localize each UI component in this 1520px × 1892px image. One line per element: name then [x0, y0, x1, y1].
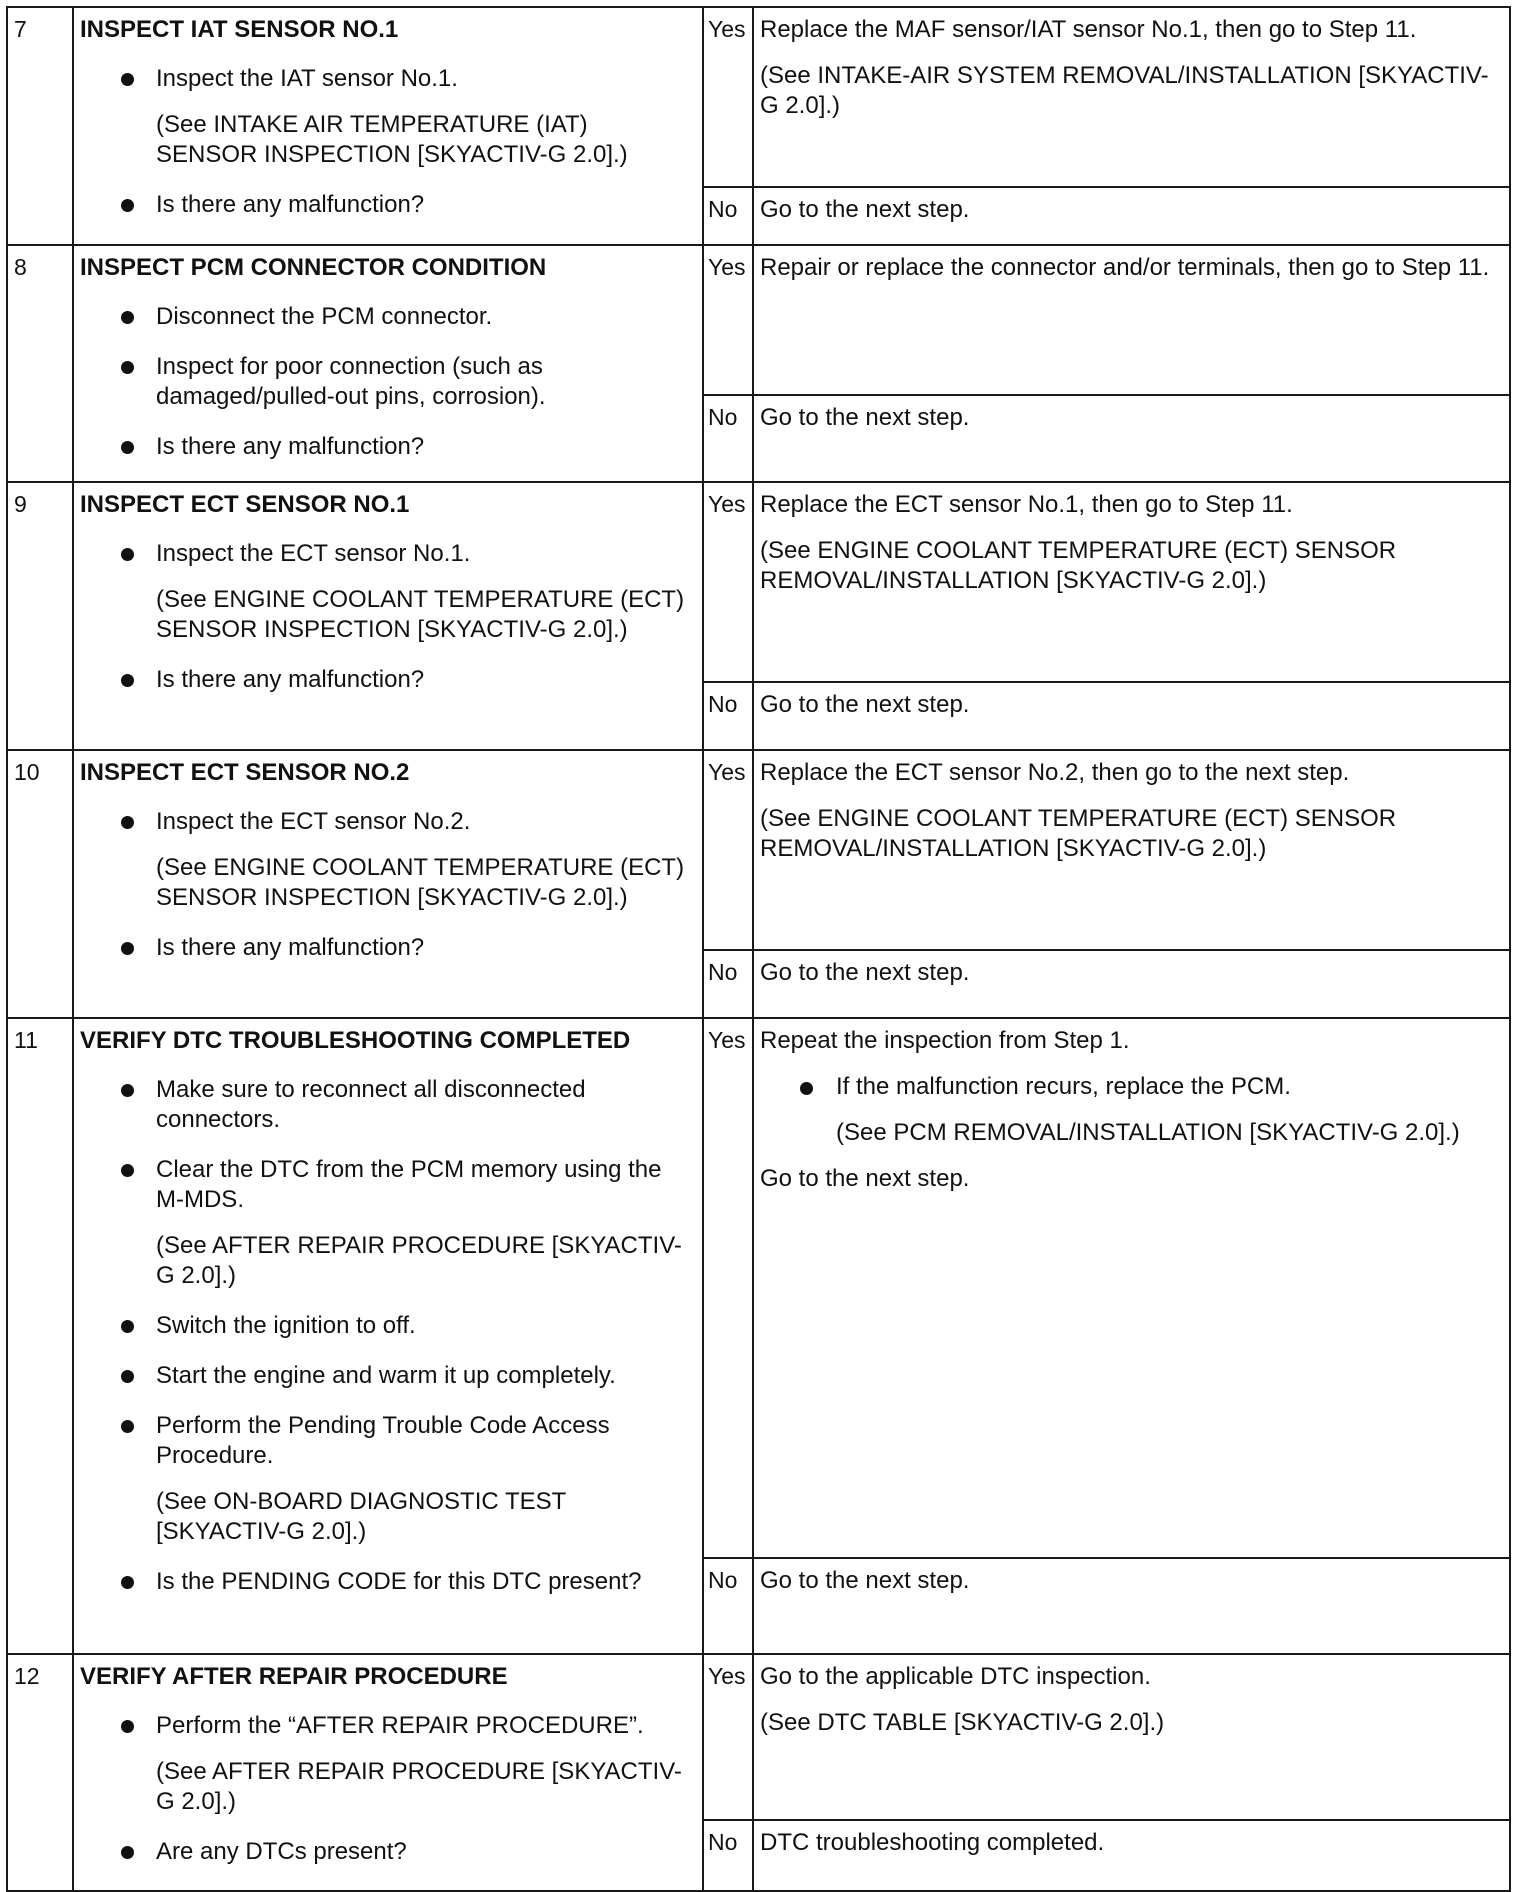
step-title: INSPECT ECT SENSOR NO.1	[80, 491, 410, 518]
step-bullet	[74, 432, 694, 462]
step-bullet	[74, 1711, 694, 1817]
step-bullet-list	[74, 807, 702, 963]
step-title: INSPECT PCM CONNECTOR CONDITION	[80, 254, 547, 281]
no-action	[753, 395, 1510, 482]
step-title: INSPECT IAT SENSOR NO.1	[80, 16, 399, 43]
yes-action-text: Repeat the inspection from Step 1.	[760, 1027, 1130, 1054]
bullet-text: Inspect the ECT sensor No.2.	[156, 808, 471, 835]
yes-action-text: Replace the ECT sensor No.2, then go to the next step.	[760, 759, 1350, 786]
step-row-9	[7, 482, 1510, 682]
yes-action	[753, 1654, 1510, 1820]
yes-sub-reference: (See PCM REMOVAL/INSTALLATION [SKYACTIV-G 2.0].)	[836, 1119, 1460, 1146]
bullet-reference: (See ENGINE COOLANT TEMPERATURE (ECT) SENSOR INSPECTION [SKYACTIV-G 2.0].)	[156, 586, 685, 643]
yes-action	[753, 750, 1510, 950]
step-bullet	[74, 64, 694, 170]
no-action-text: Go to the next step.	[760, 1567, 970, 1594]
yes-action-reference: (See ENGINE COOLANT TEMPERATURE (ECT) SENSOR REMOVAL/INSTALLATION [SKYACTIV-G 2.0].)	[760, 537, 1397, 594]
step-number: 8	[7, 245, 73, 482]
yes-action	[753, 245, 1510, 395]
step-number: 12	[7, 1654, 73, 1891]
step-content	[73, 482, 703, 750]
step-bullet	[74, 1311, 694, 1341]
bullet-icon	[121, 311, 134, 324]
step-number: 9	[7, 482, 73, 750]
bullet-text: Make sure to reconnect all disconnected connectors.	[156, 1076, 586, 1133]
yes-after-text: Go to the next step.	[760, 1165, 970, 1192]
step-bullet	[74, 807, 694, 913]
bullet-text: Is the PENDING CODE for this DTC present?	[156, 1568, 642, 1595]
step-bullet	[74, 1361, 694, 1391]
yes-action-text: Replace the MAF sensor/IAT sensor No.1, then go to Step 11.	[760, 16, 1417, 43]
bullet-text: Inspect for poor connection (such as damaged/pulled-out pins, corrosion).	[156, 353, 546, 410]
bullet-icon	[121, 1370, 134, 1383]
step-bullet	[74, 190, 694, 220]
step-number: 11	[7, 1018, 73, 1654]
yes-label: Yes	[703, 7, 753, 187]
bullet-text: Are any DTCs present?	[156, 1838, 407, 1865]
yes-action-text: Replace the ECT sensor No.1, then go to Step 11.	[760, 491, 1293, 518]
step-bullet	[74, 1075, 694, 1135]
step-row-12	[7, 1654, 1510, 1820]
no-action-text: Go to the next step.	[760, 691, 970, 718]
bullet-reference: (See AFTER REPAIR PROCEDURE [SKYACTIV-G 2.0].)	[156, 1232, 682, 1289]
step-bullet-list	[74, 1711, 702, 1867]
diagnostic-procedure-table	[6, 6, 1511, 1892]
no-action-text: Go to the next step.	[760, 959, 970, 986]
bullet-text: Clear the DTC from the PCM memory using the M-MDS.	[156, 1156, 662, 1213]
bullet-text: Inspect the ECT sensor No.1.	[156, 540, 471, 567]
yes-action	[753, 1018, 1510, 1558]
step-number: 7	[7, 7, 73, 245]
bullet-text: Is there any malfunction?	[156, 191, 425, 218]
yes-label: Yes	[703, 245, 753, 395]
step-bullet-list	[74, 64, 702, 220]
step-title: INSPECT ECT SENSOR NO.2	[80, 759, 410, 786]
step-title: VERIFY DTC TROUBLESHOOTING COMPLETED	[80, 1027, 631, 1054]
no-action	[753, 1558, 1510, 1654]
bullet-icon	[121, 1720, 134, 1733]
step-content	[73, 1654, 703, 1891]
no-action-text: Go to the next step.	[760, 404, 970, 431]
bullet-icon	[121, 361, 134, 374]
step-bullet	[74, 1567, 694, 1597]
no-label: No	[703, 187, 753, 245]
bullet-text: Perform the Pending Trouble Code Access Procedure.	[156, 1412, 610, 1469]
no-label: No	[703, 1558, 753, 1654]
bullet-text: Perform the “AFTER REPAIR PROCEDURE”.	[156, 1712, 644, 1739]
step-title: VERIFY AFTER REPAIR PROCEDURE	[80, 1663, 508, 1690]
step-bullet	[74, 1837, 694, 1867]
bullet-icon	[121, 1576, 134, 1589]
step-bullet	[74, 302, 694, 332]
bullet-reference: (See ON-BOARD DIAGNOSTIC TEST [SKYACTIV-G 2.0].)	[156, 1488, 566, 1545]
yes-action	[753, 7, 1510, 187]
yes-action-text: Go to the applicable DTC inspection.	[760, 1663, 1151, 1690]
bullet-icon	[121, 1164, 134, 1177]
bullet-icon	[121, 942, 134, 955]
no-label: No	[703, 1820, 753, 1891]
no-action	[753, 1820, 1510, 1891]
no-label: No	[703, 682, 753, 750]
step-content	[73, 1018, 703, 1654]
yes-label: Yes	[703, 482, 753, 682]
yes-action-reference: (See DTC TABLE [SKYACTIV-G 2.0].)	[760, 1709, 1165, 1736]
yes-action-reference: (See INTAKE-AIR SYSTEM REMOVAL/INSTALLATION [SKYACTIV-G 2.0].)	[760, 62, 1489, 119]
step-bullet	[74, 539, 694, 645]
step-row-8	[7, 245, 1510, 395]
no-label: No	[703, 950, 753, 1018]
no-label: No	[703, 395, 753, 482]
step-bullet-list	[74, 1075, 702, 1597]
no-action-text: Go to the next step.	[760, 196, 970, 223]
no-action	[753, 950, 1510, 1018]
yes-sub-bullet	[754, 1056, 1509, 1148]
bullet-reference: (See INTAKE AIR TEMPERATURE (IAT) SENSOR INSPECTION [SKYACTIV-G 2.0].)	[156, 111, 628, 168]
bullet-icon	[121, 548, 134, 561]
bullet-icon	[121, 816, 134, 829]
step-number: 10	[7, 750, 73, 1018]
bullet-text: Is there any malfunction?	[156, 934, 425, 961]
step-content	[73, 7, 703, 245]
step-content	[73, 245, 703, 482]
step-content	[73, 750, 703, 1018]
bullet-text: Start the engine and warm it up completely.	[156, 1362, 616, 1389]
bullet-reference: (See AFTER REPAIR PROCEDURE [SKYACTIV-G 2.0].)	[156, 1758, 682, 1815]
yes-sub-text: If the malfunction recurs, replace the PCM.	[836, 1073, 1291, 1100]
bullet-text: Is there any malfunction?	[156, 666, 425, 693]
bullet-icon	[121, 199, 134, 212]
no-action	[753, 682, 1510, 750]
bullet-icon	[121, 1320, 134, 1333]
bullet-icon	[121, 1420, 134, 1433]
yes-action-text: Repair or replace the connector and/or terminals, then go to Step 11.	[760, 254, 1490, 281]
bullet-icon	[121, 1846, 134, 1859]
bullet-text: Switch the ignition to off.	[156, 1312, 416, 1339]
step-row-7	[7, 7, 1510, 187]
step-bullet	[74, 1411, 694, 1547]
no-action-text: DTC troubleshooting completed.	[760, 1829, 1105, 1856]
bullet-icon	[121, 674, 134, 687]
yes-action-reference: (See ENGINE COOLANT TEMPERATURE (ECT) SENSOR REMOVAL/INSTALLATION [SKYACTIV-G 2.0].)	[760, 805, 1397, 862]
bullet-icon	[121, 73, 134, 86]
step-row-10	[7, 750, 1510, 950]
yes-label: Yes	[703, 750, 753, 950]
step-bullet	[74, 933, 694, 963]
yes-action	[753, 482, 1510, 682]
bullet-reference: (See ENGINE COOLANT TEMPERATURE (ECT) SENSOR INSPECTION [SKYACTIV-G 2.0].)	[156, 854, 685, 911]
bullet-icon	[800, 1082, 813, 1095]
step-bullet	[74, 665, 694, 695]
bullet-text: Inspect the IAT sensor No.1.	[156, 65, 458, 92]
step-row-11	[7, 1018, 1510, 1558]
step-bullet-list	[74, 539, 702, 695]
bullet-icon	[121, 441, 134, 454]
yes-label: Yes	[703, 1018, 753, 1558]
step-bullet	[74, 1155, 694, 1291]
bullet-text: Is there any malfunction?	[156, 433, 425, 460]
step-bullet	[74, 352, 694, 412]
step-bullet-list	[74, 302, 702, 462]
yes-label: Yes	[703, 1654, 753, 1820]
bullet-text: Disconnect the PCM connector.	[156, 303, 493, 330]
no-action	[753, 187, 1510, 245]
bullet-icon	[121, 1084, 134, 1097]
